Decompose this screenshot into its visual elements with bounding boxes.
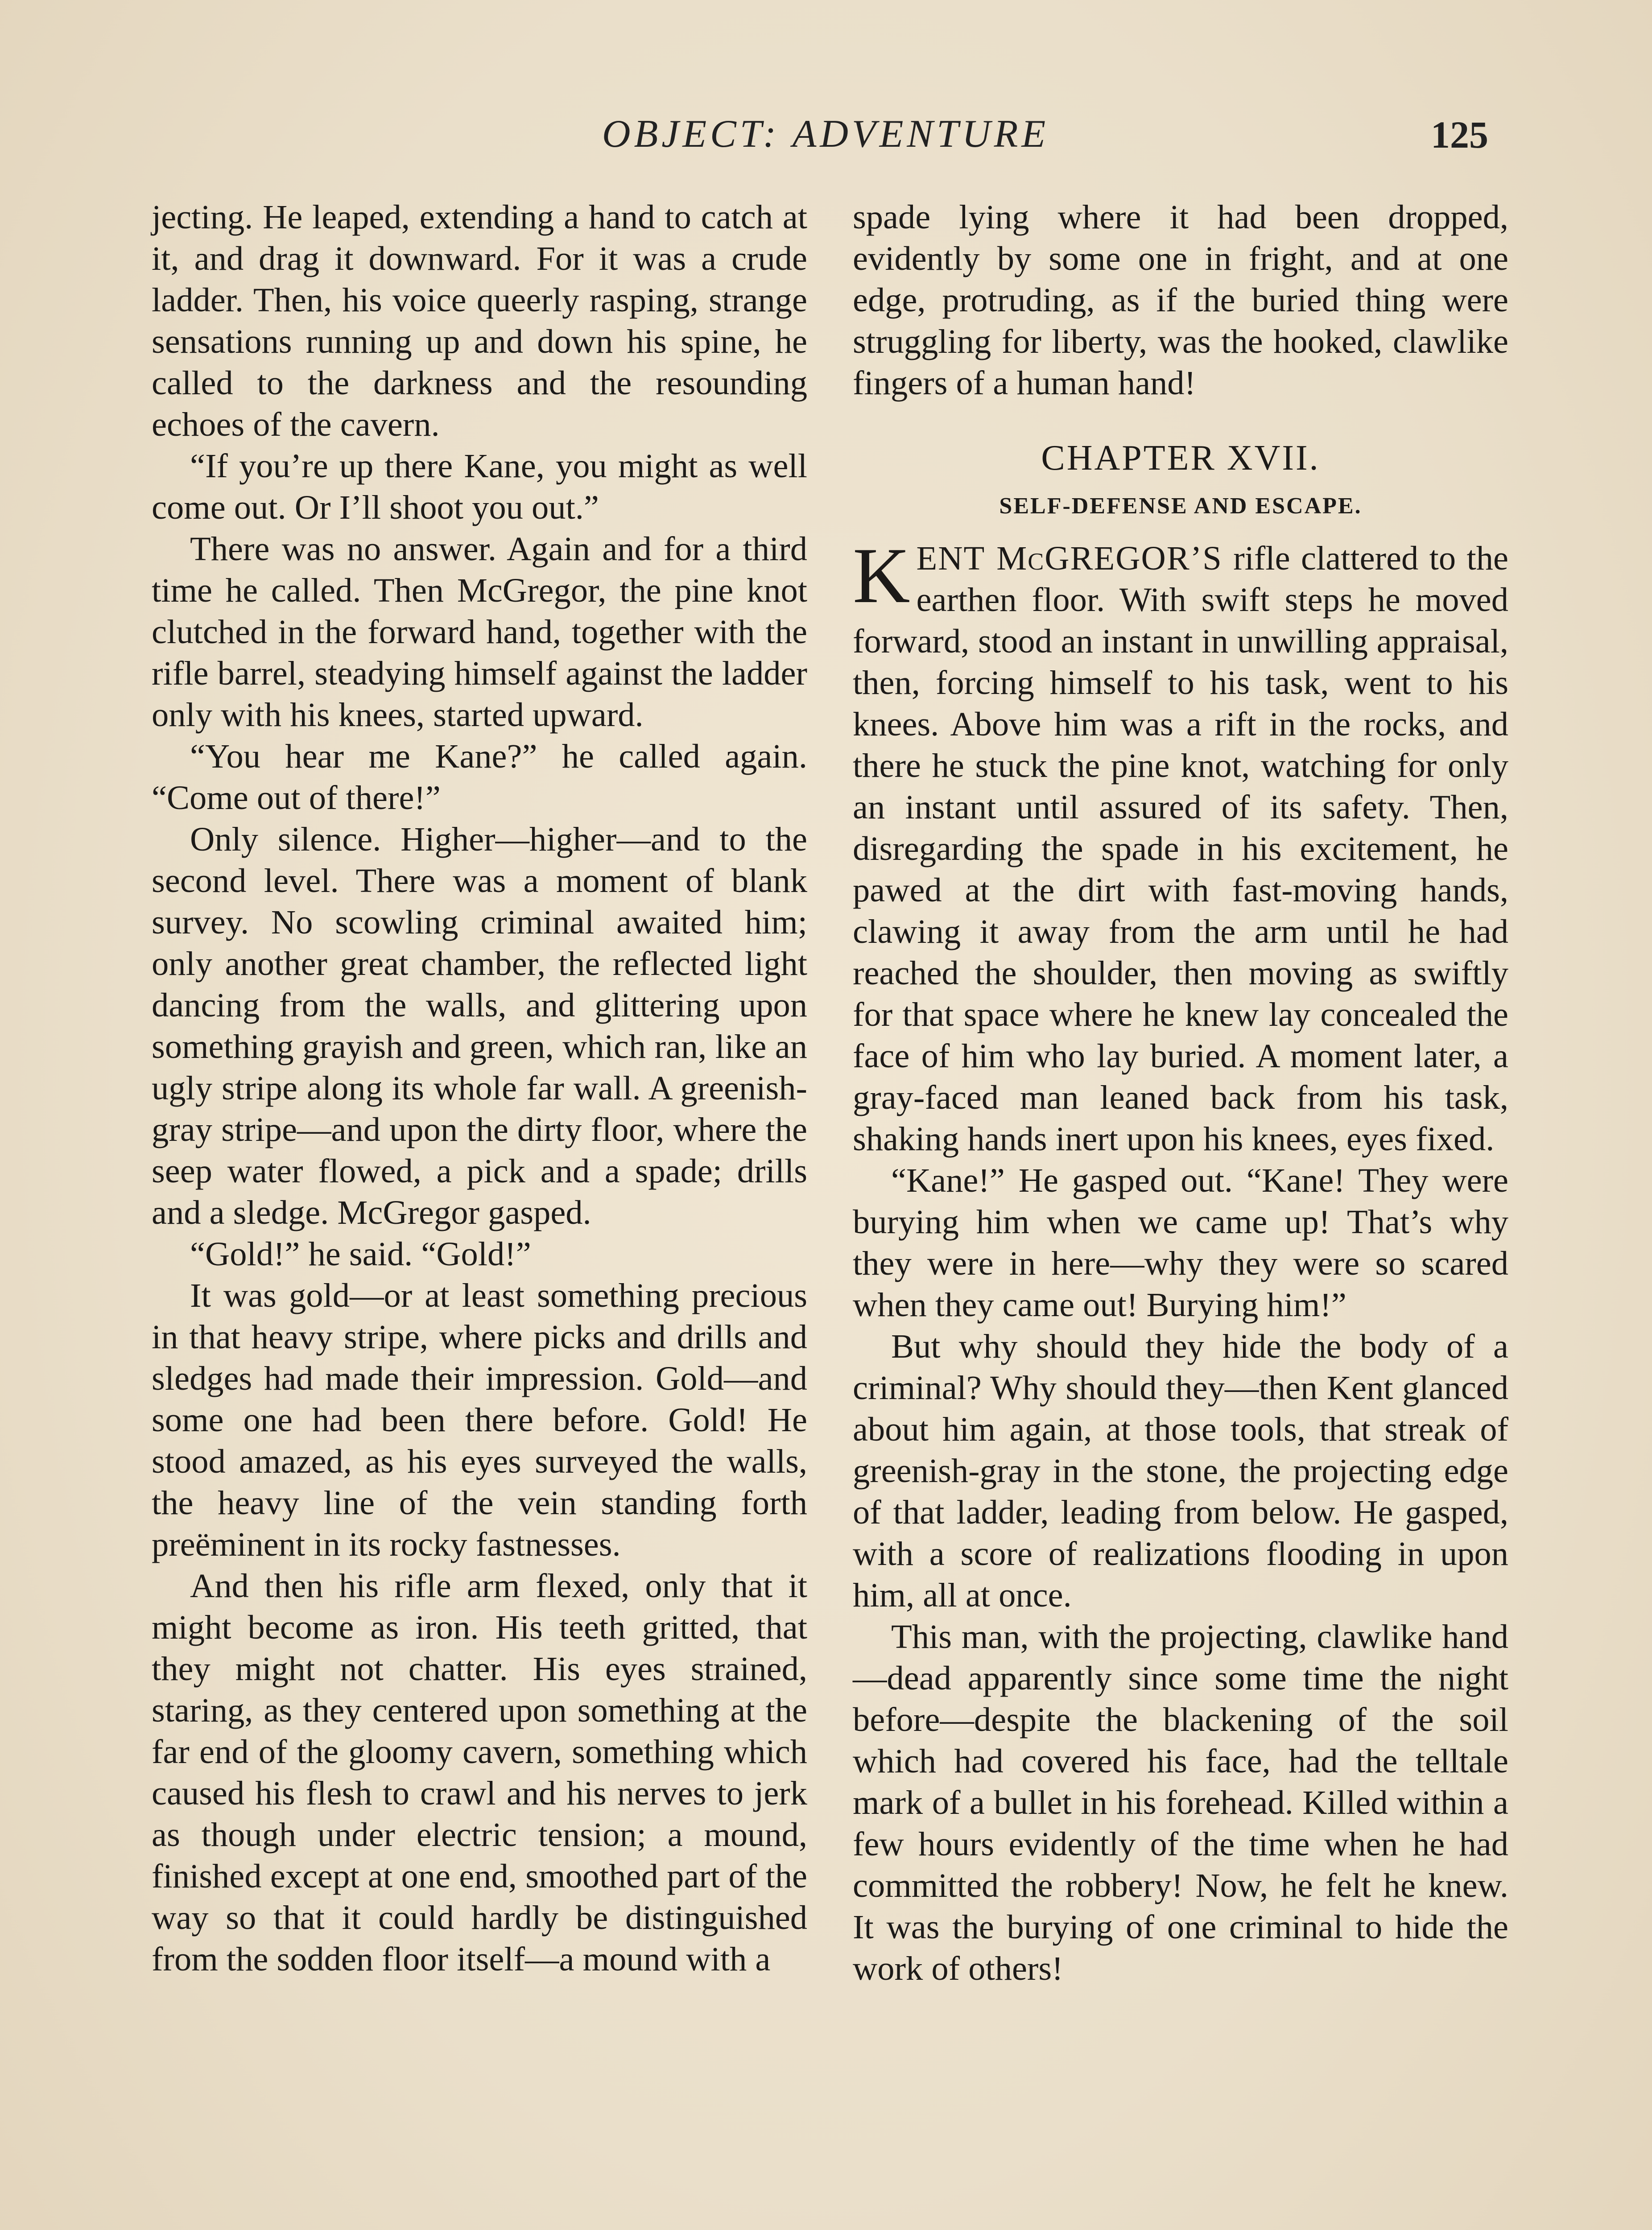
- paragraph: It was gold—or at least something precious in that heavy stripe, where picks and drills and sledges had made their impression. Gold—and some one had been there before. Gold! He stood amazed, as his eyes surveyed the walls, the heavy line of the vein standing forth preëminent in its rocky fastnesses.: [152, 1276, 807, 1563]
- paragraph: spade lying where it had been dropped, evidently by some one in fright, and at one edge, protruding, as if the buried thing were struggling for liberty, was the hooked, clawlike fingers of a human hand!: [853, 198, 1508, 402]
- running-head: OBJECT: ADVENTURE: [602, 112, 1049, 156]
- right-column: [853, 196, 1508, 1989]
- paragraph: And then his rifle arm flexed, only that it might become as iron. His teeth gritted, that they might not chatter. His eyes strained, staring, as they centered upon something at the far end of the gloomy cavern, something which caused his flesh to crawl and his nerves to jerk as though under electric tension; a mound, finished except at one end, smoothed part of the way so that it could hardly be distinguished from the sodden floor itself—a mound with a: [152, 1567, 807, 1978]
- chapter-subtitle: SELF-DEFENSE AND ESCAPE.: [999, 493, 1362, 519]
- paragraph: jecting. He leaped, extending a hand to catch at it, and drag it downward. For it was a crude ladder. Then, his voice queerly rasping, strange sensations running up and down his spine, he called to the darkness and the resounding echoes of the cavern.: [152, 198, 807, 443]
- chapter-opening-paragraph: [853, 531, 1508, 1160]
- drop-cap: K: [853, 531, 910, 619]
- paragraph: This man, with the projecting, clawlike hand—dead apparently since some time the night before—despite the blackening of the soil which had covered his face, had the telltale mark of a bullet in his forehead. Killed within a few hours evidently of the time when he had committed the robbery! Now, he felt he knew. It was the burying of one criminal to hide the work of others!: [853, 1618, 1508, 1987]
- chapter-title: CHAPTER XVII.: [1041, 438, 1320, 478]
- opening-text: rifle clattered to the earthen floor. With swift steps he moved forward, stood an instant in unwilling appraisal, then, forcing himself to his task, went to his knees. Above him was a rift in the rocks, and there he stuck the pine knot, watching for only an instant until assured of its safety. Then, disregarding the spade in his excitement, he pawed at the dirt with fast-moving hands, clawing it away from the arm until he had reached the shoulder, then moving as swiftly for that space where he knew lay concealed the face of him who lay buried. A moment later, a gray-faced man leaned back from his task, shaking hands inert upon his knees, eyes fixed.: [853, 539, 1508, 1158]
- paragraph: “Kane!” He gasped out. “Kane! They were burying him when we came up! That’s why they were in here—why they were so scared when they came out! Burying him!”: [853, 1161, 1508, 1324]
- paragraph: “Gold!” he said. “Gold!”: [190, 1235, 531, 1273]
- page-number: 125: [1431, 113, 1488, 156]
- paragraph: There was no answer. Again and for a third time he called. Then McGregor, the pine knot clutched in the forward hand, together with the rifle barrel, steadying himself against the ladder only with his knees, started upward.: [152, 530, 807, 734]
- paragraph: Only silence. Higher—higher—and to the second level. There was a moment of blank survey. No scowling criminal awaited him; only another great chamber, the reflected light dancing from the walls, and glittering upon something grayish and green, which ran, like an ugly stripe along its whole far wall. A greenish-gray stripe—and upon the dirty floor, where the seep water flowed, a pick and a spade; drills and a sledge. McGregor gasped.: [152, 820, 807, 1231]
- paragraph: “If you’re up there Kane, you might as well come out. Or I’ll shoot you out.”: [152, 447, 807, 526]
- paragraph: But why should they hide the body of a criminal? Why should they—then Kent glanced about him again, at those tools, that streak of greenish-gray in the stone, the projecting edge of that ladder, leading from below. He gasped, with a score of realizations flooding in upon him, all at once.: [853, 1327, 1508, 1614]
- opening-smallcaps: ENT McGREGOR’S: [916, 539, 1222, 577]
- paragraph: “You hear me Kane?” he called again. “Come out of there!”: [152, 737, 807, 817]
- left-column: [152, 196, 807, 1980]
